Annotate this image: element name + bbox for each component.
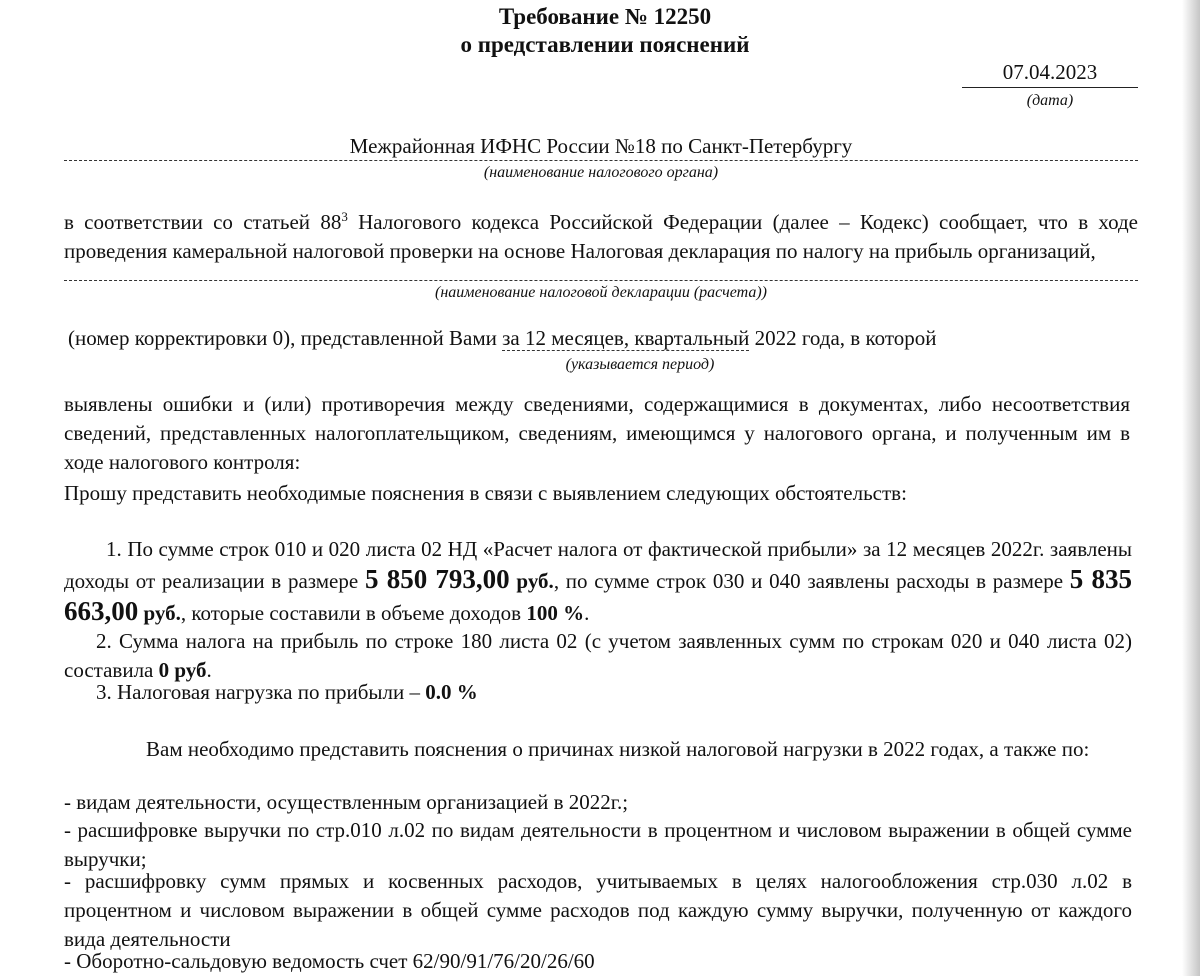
income-amount: 5 850 793,00	[364, 564, 510, 594]
request-line: Прошу представить необходимые пояснения в связи с выявлением следующих обстоятельств:	[64, 481, 907, 505]
authority-caption: (наименование налогового органа)	[483, 164, 719, 181]
explanations-lead: Вам необходимо представить пояснения о причинах низкой налоговой нагрузки в 2022 годах, а также по:	[146, 737, 1090, 761]
date-caption: (дата)	[1026, 92, 1074, 109]
declaration-underline	[64, 280, 1138, 281]
income-unit: руб.	[509, 569, 554, 593]
expense-amount: 5 835 663,00	[64, 564, 1133, 626]
item-1: 1. По сумме строк 010 и 020 листа 02 НД «Расчет налога от фактической прибыли» за 12 месяцев 2022г. заявлены доходы от реализации в размере 5 850 793,00 руб., по сумме строк 030 и 040 заявлены расходы в размере 5 835 663,00 руб., которые составили в объеме доходов 100 %.	[64, 537, 1133, 626]
period-caption: (указывается период)	[565, 356, 715, 373]
explanation-bullet-4: - Оборотно-сальдовую ведомость счет 62/90/91/76/20/26/60	[64, 949, 595, 973]
tax-load-value: 0.0 %	[425, 680, 478, 704]
document-subtitle: о представлении пояснений	[460, 32, 750, 57]
expense-unit: руб.	[138, 601, 181, 625]
declaration-caption: (наименование налоговой декларации (расчета))	[435, 284, 767, 301]
period-line: (номер корректировки 0), представленной Вами за 12 месяцев, квартальный 2022 года, в которой	[68, 326, 937, 350]
authority-underline	[64, 160, 1138, 161]
tax-authority-name: Межрайонная ИФНС России №18 по Санкт-Петербургу	[349, 134, 853, 158]
document-date: 07.04.2023	[962, 60, 1138, 88]
item-2: 2. Сумма налога на прибыль по строке 180 листа 02 (с учетом заявленных сумм по строкам 020 и 040 листа 02) составила 0 руб.	[64, 629, 1132, 682]
expense-ratio: 100 %	[526, 601, 585, 625]
item-3: 3. Налоговая нагрузка по прибыли – 0.0 %	[96, 680, 478, 704]
period-value: за 12 месяцев, квартальный	[502, 326, 750, 350]
page-edge-shadow	[1182, 0, 1200, 976]
intro-paragraph: в соответствии со статьей $88^3$ Налогового кодекса Российской Федерации (далее – Кодекс) сообщает, что в ходе проведения камеральной налоговой проверки на основе Налоговая декларация по налогу на прибыль организаций,	[64, 209, 1138, 263]
explanation-bullet-3: - расшифровку сумм прямых и косвенных расходов, учитываемых в целях налогообложения стр.030 л.02 в процентном и числовом выражении в общей сумме расходов под каждую сумму выручки, полученную от каждого вида деятельности	[64, 869, 1132, 951]
document-title: Требование № 12250	[498, 4, 712, 29]
tax-amount: 0 руб	[158, 658, 207, 682]
findings-paragraph: выявлены ошибки и (или) противоречия между сведениями, содержащимися в документах, либо несоответствия сведений, представленных налогоплательщиком, сведениям, имеющимся у налогового органа, и полученным им в ходе налогового контроля:	[64, 392, 1130, 474]
explanation-bullet-1: - видам деятельности, осуществленным организацией в 2022г.;	[64, 790, 629, 814]
explanation-bullet-2: - расшифровке выручки по стр.010 л.02 по видам деятельности в процентном и числовом выражении в общей сумме выручки;	[64, 818, 1132, 871]
